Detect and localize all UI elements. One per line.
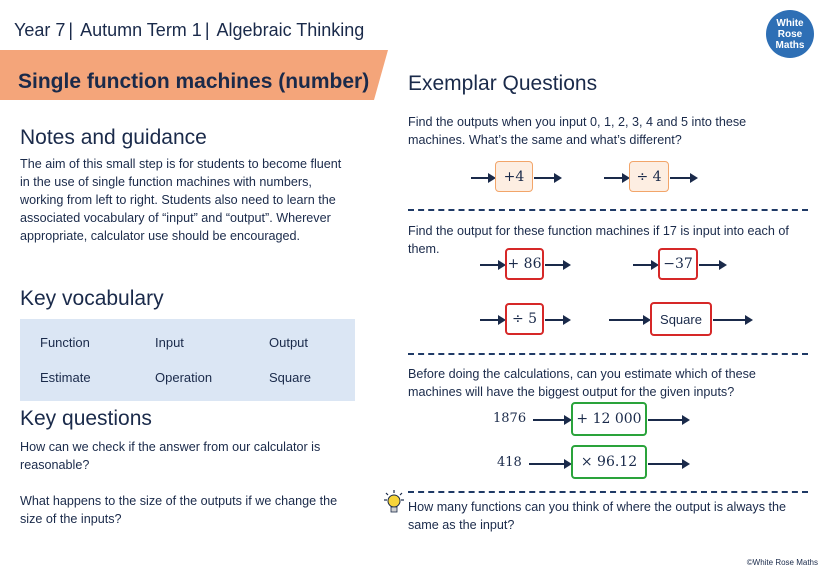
arrow-icon (480, 319, 504, 321)
exemplar-question-2: Find the output for these function machines if 17 is input into each of them. (408, 224, 789, 256)
divider (408, 209, 808, 211)
input-value: 418 (497, 455, 522, 470)
exemplar-question-4: How many functions can you think of where the output is always the same as the input? (408, 500, 787, 532)
page-header: Year 7 | Autumn Term 1 | Algebraic Thinking (14, 20, 365, 40)
lightbulb-icon (384, 490, 404, 516)
function-machine: × 96.12 (571, 445, 647, 479)
copyright-footer: ©White Rose Maths (746, 558, 818, 567)
key-question-1: How can we check if the answer from our calculator is reasonable? (20, 440, 321, 472)
function-machine: ÷ 4 (629, 161, 669, 192)
vocab-heading: Key vocabulary (20, 287, 164, 310)
vocab-box (20, 319, 355, 401)
function-machine: + 86 (505, 248, 544, 280)
vocab-word: Estimate (40, 370, 91, 385)
arrow-icon (545, 264, 569, 266)
arrow-icon (648, 463, 688, 465)
exemplar-heading: Exemplar Questions (408, 72, 598, 95)
arrow-icon (713, 319, 751, 321)
arrow-icon (648, 419, 688, 421)
key-questions-heading: Key questions (20, 407, 152, 430)
exemplar-question-3: Before doing the calculations, can you estimate which of these machines will have the biggest output for the given inputs? (408, 367, 756, 399)
arrow-icon (533, 419, 570, 421)
arrow-icon (471, 177, 494, 179)
function-machine: +4 (495, 161, 533, 192)
notes-heading: Notes and guidance (20, 126, 207, 149)
header-topic: Algebraic Thinking (216, 20, 365, 40)
arrow-icon (534, 177, 560, 179)
arrow-icon (529, 463, 570, 465)
arrow-icon (480, 264, 504, 266)
vocab-word: Function (40, 335, 90, 350)
exemplar-question-1: Find the outputs when you input 0, 1, 2, 3, 4 and 5 into these machines. What’s the same and what’s different? (408, 115, 747, 147)
key-question-2: What happens to the size of the outputs if we change the size of the inputs? (20, 494, 338, 526)
arrow-icon (609, 319, 649, 321)
function-machine: ÷ 5 (505, 303, 544, 335)
header-term: Autumn Term 1 (80, 20, 202, 40)
page-title: Single function machines (number) (18, 70, 370, 93)
divider (408, 491, 808, 493)
vocab-word: Operation (155, 370, 213, 385)
vocab-word: Square (269, 370, 311, 385)
function-machine: Square (650, 302, 712, 336)
notes-text: The aim of this small step is for students to become fluent in the use of single function machines with numbers, working from left to right. Students also need to learn the associated vocabulary of “input” and “output”. Wherever appropriate, calculator use should be encouraged. (20, 157, 342, 243)
arrow-icon (699, 264, 725, 266)
white-rose-maths-logo: White Rose Maths (766, 10, 814, 58)
vocab-word: Output (269, 335, 309, 350)
function-machine: −37 (658, 248, 698, 280)
vocab-word: Input (155, 335, 184, 350)
function-machine: + 12 000 (571, 402, 647, 436)
input-value: 1876 (493, 411, 527, 426)
divider (408, 353, 808, 355)
arrow-icon (670, 177, 696, 179)
arrow-icon (545, 319, 569, 321)
header-year: Year 7 (14, 20, 66, 40)
arrow-icon (604, 177, 628, 179)
arrow-icon (633, 264, 657, 266)
